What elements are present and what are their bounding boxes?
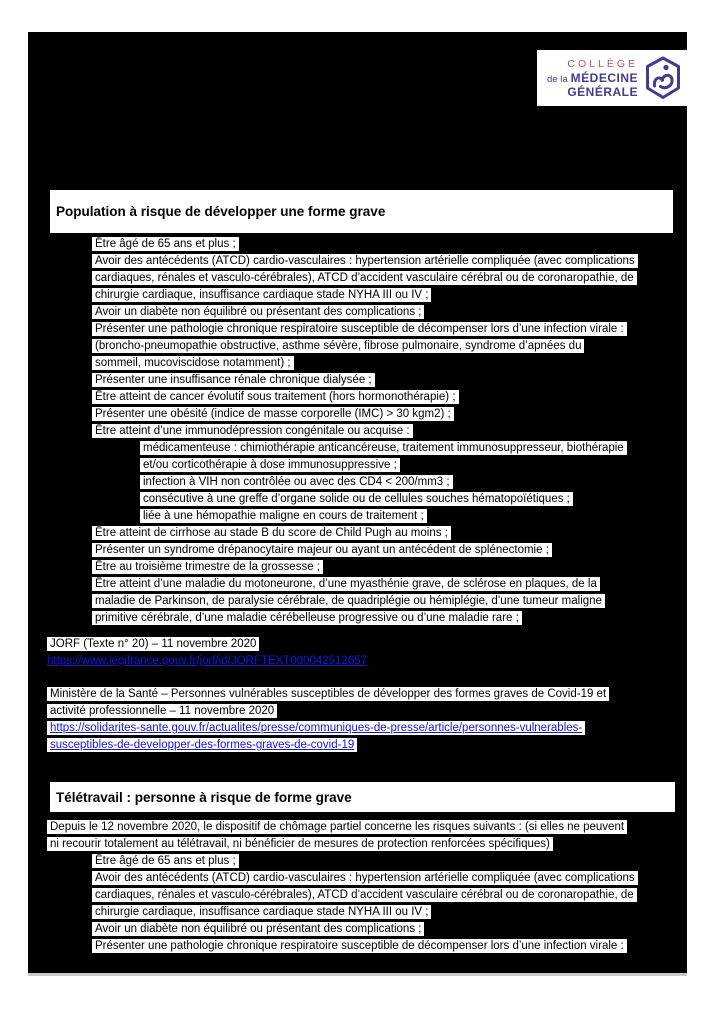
highlighted-line-text: Présenter une pathologie chronique respiratoire susceptible de décompenser lors d’une infection virale : <box>92 939 627 953</box>
list-line <box>28 321 687 338</box>
list-line <box>28 406 687 423</box>
intro-line <box>28 836 687 853</box>
list-line <box>28 887 687 904</box>
list-line <box>28 576 687 593</box>
list-line <box>28 559 687 576</box>
legifrance-link[interactable]: https://www.legifrance.gouv.fr/jorf/id/JORFTEXT000042512657 <box>47 655 368 667</box>
list-line <box>28 610 687 627</box>
highlighted-line-text: (broncho-pneumopathie obstructive, asthme sévère, fibrose pulmonaire, syndrome d’apnées du <box>92 339 584 353</box>
section1-title: Population à risque de développer une forme grave <box>50 190 673 233</box>
highlighted-line-text: primitive cérébrale, d’une maladie cérébelleuse progressive ou d’une maladie rare ; <box>92 611 522 625</box>
list-line <box>28 304 687 321</box>
highlighted-line-text: Présenter une obésité (indice de masse corporelle (IMC) > 30 kgm2) ; <box>92 407 454 421</box>
list-line <box>28 508 687 525</box>
logo-college-label: COLLÈGE <box>567 57 638 70</box>
list-line <box>28 525 687 542</box>
highlighted-line-text: médicamenteuse : chimiothérapie anticancéreuse, traitement immunosuppresseur, biothérapie <box>140 441 627 455</box>
ministere-text-2: activité professionnelle – 11 novembre 2020 <box>47 704 277 718</box>
solidarites-sante-link[interactable]: https://solidarites-sante.gouv.fr/actualites/presse/communiques-de-presse/article/personnes-vulnerables- <box>47 721 585 735</box>
highlighted-line-text: et/ou corticothérapie à dose immunosuppressive ; <box>140 458 400 472</box>
jorf-source <box>28 636 687 670</box>
highlighted-line-text: Être âgé de 65 ans et plus ; <box>92 854 239 868</box>
highlighted-line-text: Être atteint d’une immunodépression congénitale ou acquise : <box>92 424 413 438</box>
list-line <box>28 938 687 955</box>
list-line <box>28 287 687 304</box>
black-redaction-board <box>28 32 687 976</box>
highlighted-line-text: chirurgie cardiaque, insuffisance cardiaque stade NYHA III ou IV ; <box>92 905 431 919</box>
list-line <box>28 593 687 610</box>
highlighted-line-text: Être atteint de cancer évolutif sous traitement (hors hormonothérapie) ; <box>92 390 459 404</box>
logo-generale-label: GÉNÉRALE <box>567 84 638 99</box>
intro-text-2: ni recourir totalement au télétravail, ni bénéficier de mesures de protection renforcées spécifiques) <box>47 837 553 851</box>
highlighted-line-text: Être atteint d’une maladie du motoneurone, d’une myasthénie grave, de sclérose en plaques, de la <box>92 577 600 591</box>
list-line <box>28 904 687 921</box>
highlighted-line-text: consécutive à une greffe d’organe solide ou de cellules souches hématopoïétiques ; <box>140 492 573 506</box>
list-line <box>28 440 687 457</box>
intro-text-1: Depuis le 12 novembre 2020, le dispositif de chômage partiel concerne les risques suivants : (si elles ne peuvent <box>47 820 627 834</box>
list-line <box>28 491 687 508</box>
list-line <box>28 542 687 559</box>
solidarites-sante-link[interactable]: susceptibles-de-developper-des-formes-graves-de-covid-19 <box>47 738 357 752</box>
list-line <box>28 355 687 372</box>
section2-risk-list <box>28 853 687 955</box>
highlighted-line-text: Être âgé de 65 ans et plus ; <box>92 237 239 251</box>
list-line <box>28 338 687 355</box>
ministere-link-line <box>28 737 687 754</box>
list-line <box>28 457 687 474</box>
list-line <box>28 389 687 406</box>
highlighted-line-text: sommeil, mucoviscidose notamment) ; <box>92 356 294 370</box>
intro-line <box>28 819 687 836</box>
list-line <box>28 921 687 938</box>
section2-intro <box>28 819 687 853</box>
highlighted-line-text: cardiaques, rénales et vasculo-cérébrales), ATCD d’accident vasculaire cérébral ou de coronaropathie, de <box>92 888 637 902</box>
logo-dela-label: de la <box>547 73 568 85</box>
person-hexagon-icon <box>643 55 683 101</box>
list-line <box>28 236 687 253</box>
ministere-source <box>28 686 687 754</box>
highlighted-line-text: Être atteint de cirrhose au stade B du score de Child Pugh au moins ; <box>92 526 451 540</box>
list-line <box>28 270 687 287</box>
jorf-text: JORF (Texte n° 20) – 11 novembre 2020 <box>47 637 259 651</box>
highlighted-line-text: Avoir des antécédents (ATCD) cardio-vasculaires : hypertension artérielle compliquée (avec complications <box>92 871 638 885</box>
ministere-link-line <box>28 720 687 737</box>
highlighted-line-text: Avoir un diabète non équilibré ou présentant des complications ; <box>92 922 424 936</box>
jorf-source-line <box>28 636 687 653</box>
highlighted-line-text: Présenter une pathologie chronique respiratoire susceptible de décompenser lors d’une infection virale : <box>92 322 627 336</box>
list-line <box>28 423 687 440</box>
highlighted-line-text: Être au troisième trimestre de la grossesse ; <box>92 560 323 574</box>
logo-medecine-label: MÉDECINE <box>570 70 638 85</box>
ministere-text-1: Ministère de la Santé – Personnes vulnérables susceptibles de développer des formes graves de Covid-19 et <box>47 687 609 701</box>
highlighted-line-text: cardiaques, rénales et vasculo-cérébrales), ATCD d’accident vasculaire cérébral ou de coronaropathie, de <box>92 271 637 285</box>
highlighted-line-text: maladie de Parkinson, de paralysie cérébrale, de quadriplégie ou hémiplégie, d’une tumeur maligne <box>92 594 605 608</box>
highlighted-line-text: Présenter une insuffisance rénale chronique dialysée ; <box>92 373 375 387</box>
highlighted-line-text: Avoir un diabète non équilibré ou présentant des complications ; <box>92 305 424 319</box>
section2-title: Télétravail : personne à risque de forme grave <box>50 782 675 812</box>
highlighted-line-text: infection à VIH non contrôlée ou avec des CD4 < 200/mm3 ; <box>140 475 453 489</box>
jorf-link-line <box>28 653 687 670</box>
list-line <box>28 870 687 887</box>
highlighted-line-text: Présenter un syndrome drépanocytaire majeur ou ayant un antécédent de splénectomie ; <box>92 543 552 557</box>
highlighted-line-text: Avoir des antécédents (ATCD) cardio-vasculaires : hypertension artérielle compliquée (avec complications <box>92 254 638 268</box>
list-line <box>28 253 687 270</box>
highlighted-line-text: chirurgie cardiaque, insuffisance cardiaque stade NYHA III ou IV ; <box>92 288 431 302</box>
section1-risk-list <box>28 236 687 627</box>
list-line <box>28 474 687 491</box>
list-line <box>28 372 687 389</box>
cmg-logo <box>537 50 688 106</box>
list-line <box>28 853 687 870</box>
highlighted-line-text: liée à une hémopathie maligne en cours de traitement ; <box>140 509 427 523</box>
ministere-text-line <box>28 686 687 703</box>
cmg-logo-text <box>547 58 638 99</box>
ministere-text-line <box>28 703 687 720</box>
